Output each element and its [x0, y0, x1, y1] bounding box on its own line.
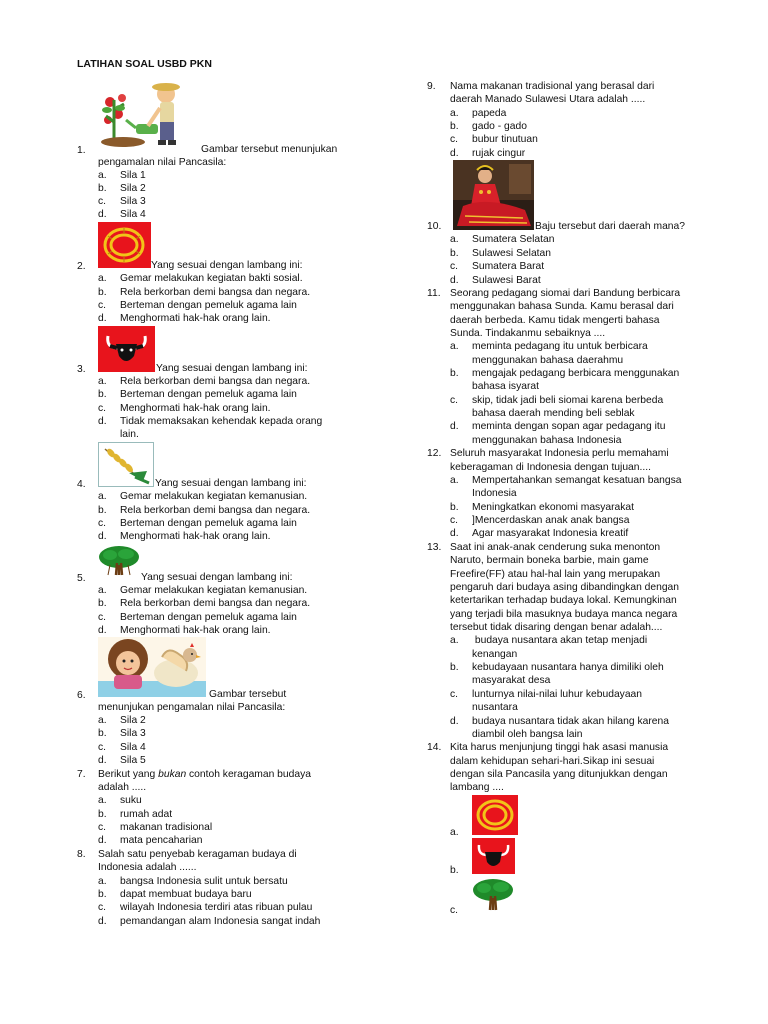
- q8-stem-line1: Salah satu penyebab keragaman budaya di: [98, 849, 297, 860]
- rice-and-cotton-symbol-icon: [98, 442, 154, 487]
- q12-opt-c: ]Mencerdaskan anak anak bangsa: [472, 515, 630, 526]
- q7-opt-b: rumah adat: [120, 809, 173, 820]
- q6-opt-a-letter: a.: [98, 715, 107, 726]
- q5-opt-b: Rela berkorban demi bangsa dan negara.: [120, 598, 311, 609]
- q8-opt-d-letter: d.: [98, 916, 107, 927]
- q6-opt-c-letter: c.: [98, 742, 107, 753]
- q13-stem-line: yang terjadi bila masuknya budaya manca negara: [450, 609, 678, 620]
- q10-opt-b-letter: b.: [450, 248, 459, 259]
- q6-stem-line2: menunjukan pengamalan nilai Pancasila:: [98, 702, 286, 713]
- page-title: LATIHAN SOAL USBD PKN: [77, 58, 212, 70]
- q2-opt-c-letter: c.: [98, 300, 107, 311]
- q2-opt-a: Gemar melakukan kegiatan bakti sosial.: [120, 273, 303, 284]
- q8-stem-line2: Indonesia adalah ......: [98, 862, 197, 873]
- q11-stem-line: daerah berbeda. Kamu tidak mengerti bahasa: [450, 315, 660, 326]
- q7-opt-c: makanan tradisional: [120, 822, 213, 833]
- q11-stem-line: menggunakan bahasa Sunda. Kamu berasal dari: [450, 301, 674, 312]
- q3-stem: Yang sesuai dengan lambang ini:: [156, 363, 308, 374]
- q10-opt-d: Sulawesi Barat: [472, 275, 541, 286]
- q5-opt-c: Berteman dengan pemeluk agama lain: [120, 612, 297, 623]
- q3-number: 3.: [77, 364, 86, 375]
- q4-opt-b: Rela berkorban demi bangsa dan negara.: [120, 505, 311, 516]
- q13-opt-d: budaya nusantara tidak akan hilang karena: [472, 716, 669, 727]
- q7-opt-a: suku: [120, 795, 142, 806]
- q7-opt-d-letter: d.: [98, 835, 107, 846]
- q11-opt-c: skip, tidak jadi beli siomai karena berbeda: [472, 395, 664, 406]
- q2-stem: Yang sesuai dengan lambang ini:: [151, 260, 303, 271]
- q2-opt-b-letter: b.: [98, 287, 107, 298]
- q10-number: 10.: [427, 221, 442, 232]
- q14-stem-line: Kita harus menjunjung tinggi hak asasi manusia: [450, 742, 669, 753]
- q11-opt-c-cont: bahasa daerah mending beli seblak: [472, 408, 635, 419]
- q6-opt-b-letter: b.: [98, 728, 107, 739]
- q8-opt-b-letter: b.: [98, 889, 107, 900]
- q7-stem-line2: adalah .....: [98, 782, 147, 793]
- q12-number: 12.: [427, 448, 442, 459]
- girl-feeding-chicken-image: [98, 637, 206, 697]
- q3-opt-c-letter: c.: [98, 403, 107, 414]
- q11-opt-d: meminta dengan sopan agar pedagang itu: [472, 421, 666, 432]
- q1-opt-a: Sila 1: [120, 170, 146, 181]
- q14-banyan-tree-symbol-icon: [472, 878, 514, 912]
- q2-opt-c: Berteman dengan pemeluk agama lain: [120, 300, 297, 311]
- q9-stem-line2: daerah Manado Sulawesi Utara adalah .....: [450, 94, 646, 105]
- q14-stem-line: dalam kehidupan sehari-hari.Sikap ini sesuai: [450, 756, 655, 767]
- q5-opt-d-letter: d.: [98, 625, 107, 636]
- q9-opt-c-letter: c.: [450, 134, 459, 145]
- q13-opt-b-letter: b.: [450, 662, 459, 673]
- q13-opt-c: lunturnya nilai-nilai luhur kebudayaan: [472, 689, 643, 700]
- q8-opt-c: wilayah Indonesia terdiri atas ribuan pulau: [120, 902, 313, 913]
- q10-opt-c-letter: c.: [450, 261, 459, 272]
- q6-number: 6.: [77, 690, 86, 701]
- q3-opt-a: Rela berkorban demi bangsa dan negara.: [120, 376, 311, 387]
- q1-opt-d: Sila 4: [120, 209, 146, 220]
- q10-opt-a-letter: a.: [450, 234, 459, 245]
- gardener-watering-plants-image: [98, 80, 198, 148]
- q2-opt-d: Menghormati hak-hak orang lain.: [120, 313, 271, 324]
- q7-number: 7.: [77, 769, 86, 780]
- q8-opt-b: dapat membuat budaya baru: [120, 889, 252, 900]
- q11-opt-b-letter: b.: [450, 368, 459, 379]
- q14-bull-head-symbol-icon: [472, 838, 515, 874]
- q12-opt-a-cont: Indonesia: [472, 488, 517, 499]
- q1-opt-c: Sila 3: [120, 196, 146, 207]
- q13-opt-d-cont: diambil oleh bangsa lain: [472, 729, 583, 740]
- q5-opt-a-letter: a.: [98, 585, 107, 596]
- q9-opt-c: bubur tinutuan: [472, 134, 538, 145]
- q13-opt-c-letter: c.: [450, 689, 459, 700]
- q1-stem-line2: pengamalan nilai Pancasila:: [98, 157, 227, 168]
- q13-number: 13.: [427, 542, 442, 553]
- q6-stem-line1: Gambar tersebut: [209, 689, 287, 700]
- q5-opt-a: Gemar melakukan kegiatan kemanusian.: [120, 585, 308, 596]
- q7-opt-b-letter: b.: [98, 809, 107, 820]
- q14-opt-a-letter: a.: [450, 827, 459, 838]
- q6-opt-d: Sila 5: [120, 755, 146, 766]
- q2-opt-b: Rela berkorban demi bangsa dan negara.: [120, 287, 311, 298]
- q1-opt-c-letter: c.: [98, 196, 107, 207]
- q10-opt-c: Sumatera Barat: [472, 261, 545, 272]
- q6-opt-b: Sila 3: [120, 728, 146, 739]
- q11-opt-d-letter: d.: [450, 421, 459, 432]
- q13-stem-line: tersebut tidak disaring dengan benar adalah....: [450, 622, 663, 633]
- q4-opt-a: Gemar melakukan kegiatan kemanusian.: [120, 491, 308, 502]
- q13-stem-line: Freefire(FF) atau hal-hal lain yang merupakan: [450, 569, 661, 580]
- q3-opt-c: Menghormati hak-hak orang lain.: [120, 403, 271, 414]
- q5-stem: Yang sesuai dengan lambang ini:: [141, 572, 293, 583]
- q7-opt-d: mata pencaharian: [120, 835, 203, 846]
- q14-stem-line: lambang ....: [450, 782, 504, 793]
- q11-opt-d-cont: menggunakan bahasa Indonesia: [472, 435, 622, 446]
- q12-opt-c-letter: c.: [450, 515, 459, 526]
- q3-opt-a-letter: a.: [98, 376, 107, 387]
- q4-opt-d-letter: d.: [98, 531, 107, 542]
- q11-opt-c-letter: c.: [450, 395, 459, 406]
- bull-head-symbol-icon: [98, 326, 155, 372]
- q10-opt-d-letter: d.: [450, 275, 459, 286]
- q3-opt-b: Berteman dengan pemeluk agama lain: [120, 389, 297, 400]
- q2-opt-d-letter: d.: [98, 313, 107, 324]
- q9-number: 9.: [427, 81, 436, 92]
- q13-opt-d-letter: d.: [450, 716, 459, 727]
- q11-number: 11.: [427, 288, 441, 299]
- q4-number: 4.: [77, 479, 86, 490]
- q1-stem-line1: Gambar tersebut menunjukan: [201, 144, 338, 155]
- q9-opt-d: rujak cingur: [472, 148, 526, 159]
- q10-opt-a: Sumatera Selatan: [472, 234, 555, 245]
- q12-opt-a-letter: a.: [450, 475, 459, 486]
- q9-opt-d-letter: d.: [450, 148, 459, 159]
- q13-stem-line: Saat ini anak-anak cenderung suka menonton: [450, 542, 661, 553]
- q3-opt-d-cont: lain.: [120, 429, 139, 440]
- q12-opt-d-letter: d.: [450, 528, 459, 539]
- q9-opt-a-letter: a.: [450, 108, 459, 119]
- q1-opt-a-letter: a.: [98, 170, 107, 181]
- q8-opt-d: pemandangan alam Indonesia sangat indah: [120, 916, 321, 927]
- q11-stem-line: Seorang pedagang siomai dari Bandung berbicara: [450, 288, 681, 299]
- q7-opt-a-letter: a.: [98, 795, 107, 806]
- woman-traditional-dress-image: [453, 160, 534, 230]
- q4-stem: Yang sesuai dengan lambang ini:: [155, 478, 307, 489]
- q1-number: 1.: [77, 145, 86, 156]
- q13-stem-line: pengaruh dari budaya asing dibandingkan dengan: [450, 582, 680, 593]
- q11-opt-a-letter: a.: [450, 341, 459, 352]
- q4-opt-d: Menghormati hak-hak orang lain.: [120, 531, 271, 542]
- q9-opt-b-letter: b.: [450, 121, 459, 132]
- q11-opt-b-cont: bahasa isyarat: [472, 381, 539, 392]
- q8-opt-c-letter: c.: [98, 902, 107, 913]
- q8-opt-a: bangsa Indonesia sulit untuk bersatu: [120, 876, 288, 887]
- q14-number: 14.: [427, 742, 442, 753]
- q11-opt-a: meminta pedagang itu untuk berbicara: [472, 341, 648, 352]
- q2-opt-a-letter: a.: [98, 273, 107, 284]
- q13-opt-a: budaya nusantara akan tetap menjadi: [472, 635, 648, 646]
- q2-number: 2.: [77, 261, 86, 272]
- q7-emphasis: bukan: [158, 769, 187, 780]
- chain-symbol-icon: [98, 222, 151, 268]
- q3-opt-d: Tidak memaksakan kehendak kepada orang: [120, 416, 323, 427]
- q4-opt-c-letter: c.: [98, 518, 107, 529]
- q3-opt-b-letter: b.: [98, 389, 107, 400]
- q4-opt-b-letter: b.: [98, 505, 107, 516]
- q1-opt-d-letter: d.: [98, 209, 107, 220]
- q9-opt-a: papeda: [472, 108, 507, 119]
- q13-opt-a-cont: kenangan: [472, 649, 518, 660]
- q12-opt-b: Meningkatkan ekonomi masyarakat: [472, 502, 634, 513]
- q13-opt-c-cont: nusantara: [472, 702, 518, 713]
- q12-stem-line: keberagaman di Indonesia dengan tujuan....: [450, 462, 651, 473]
- q13-stem-line: Naruto, bermain boneka barbie, main game: [450, 555, 649, 566]
- q6-opt-d-letter: d.: [98, 755, 107, 766]
- q13-opt-b-cont: masyarakat desa: [472, 675, 551, 686]
- q8-number: 8.: [77, 849, 86, 860]
- q12-stem-line: Seluruh masyarakat Indonesia perlu memahami: [450, 448, 669, 459]
- q1-opt-b-letter: b.: [98, 183, 107, 194]
- banyan-tree-symbol-icon: [98, 545, 140, 577]
- q9-opt-b: gado - gado: [472, 121, 527, 132]
- q7-opt-c-letter: c.: [98, 822, 107, 833]
- q6-opt-c: Sila 4: [120, 742, 146, 753]
- q12-opt-a: Mempertahankan semangat kesatuan bangsa: [472, 475, 682, 486]
- q11-opt-b: mengajak pedagang berbicara menggunakan: [472, 368, 680, 379]
- q10-stem: Baju tersebut dari daerah mana?: [535, 221, 685, 232]
- q8-opt-a-letter: a.: [98, 876, 107, 887]
- q10-opt-b: Sulawesi Selatan: [472, 248, 551, 259]
- q9-stem-line1: Nama makanan tradisional yang berasal dari: [450, 81, 655, 92]
- q14-stem-line: dengan sila Pancasila yang ditunjukkan dengan: [450, 769, 668, 780]
- q5-number: 5.: [77, 573, 86, 584]
- q3-opt-d-letter: d.: [98, 416, 107, 427]
- q5-opt-d: Menghormati hak-hak orang lain.: [120, 625, 271, 636]
- q4-opt-c: Berteman dengan pemeluk agama lain: [120, 518, 297, 529]
- q5-opt-b-letter: b.: [98, 598, 107, 609]
- q1-opt-b: Sila 2: [120, 183, 146, 194]
- q11-stem-line: Sunda. Tindakanmu sebaiknya ....: [450, 328, 606, 339]
- q13-opt-b: kebudayaan nusantara hanya dimiliki oleh: [472, 662, 664, 673]
- q5-opt-c-letter: c.: [98, 612, 107, 623]
- q4-opt-a-letter: a.: [98, 491, 107, 502]
- q13-opt-a-letter: a.: [450, 635, 459, 646]
- q14-opt-c-letter: c.: [450, 905, 459, 916]
- q13-stem-line: ketertarikan terhadap budaya lokal. Kemungkinan: [450, 595, 677, 606]
- q12-opt-b-letter: b.: [450, 502, 459, 513]
- q12-opt-d: Agar masyarakat Indonesia kreatif: [472, 528, 629, 539]
- q11-opt-a-cont: menggunakan bahasa daerahmu: [472, 355, 624, 366]
- q14-opt-b-letter: b.: [450, 865, 459, 876]
- q7-stem-line1: Berikut yang bukan contoh keragaman budaya: [98, 769, 311, 780]
- q14-chain-symbol-icon: [472, 795, 518, 835]
- q6-opt-a: Sila 2: [120, 715, 146, 726]
